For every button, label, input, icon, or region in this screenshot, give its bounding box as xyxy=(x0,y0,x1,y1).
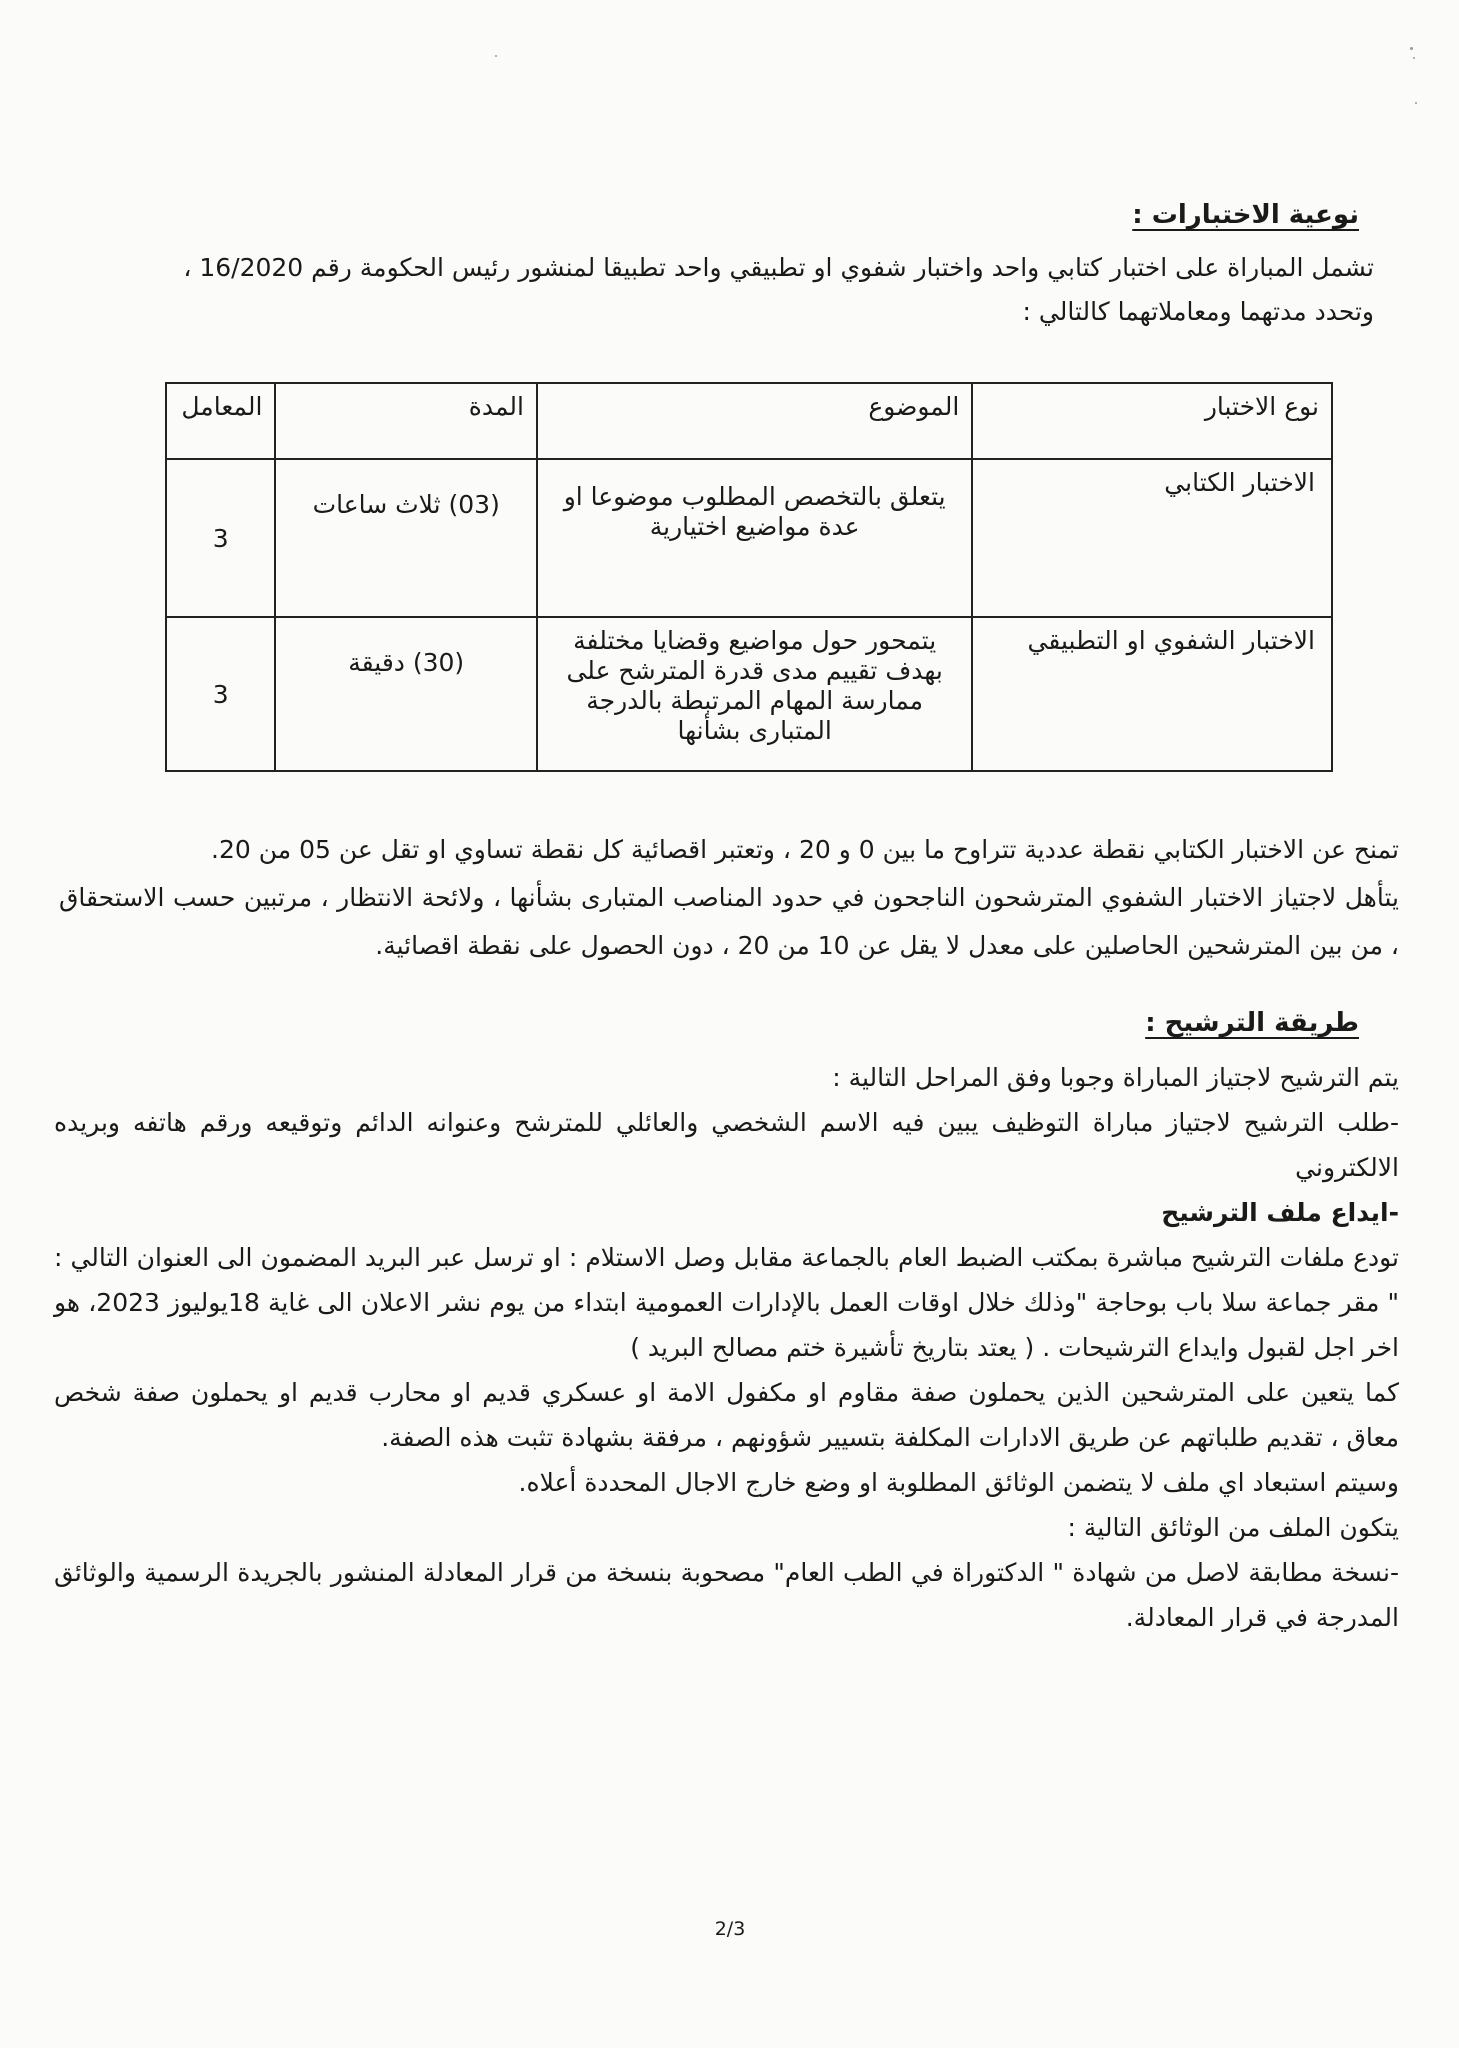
cell-coefficient: 3 xyxy=(166,617,275,771)
application-request: -طلب الترشيح لاجتياز مباراة التوظيف يبين فيه الاسم الشخصي والعائلي للمترشح وعنوانه الدائم وتوقيعه ورقم هاتفه وبريده الالكتروني xyxy=(54,1108,1399,1182)
exam-types-intro xyxy=(74,246,1374,334)
table-row xyxy=(166,617,1332,771)
exclusion-text: وسيتم استبعاد اي ملف لا يتضمن الوثائق المطلوبة او وضع خارج الاجال المحددة أعلاه. xyxy=(518,1468,1399,1497)
header-subject: الموضوع xyxy=(537,383,972,459)
header-coefficient: المعامل xyxy=(166,383,275,459)
header-duration: المدة xyxy=(275,383,537,459)
table-row xyxy=(166,459,1332,617)
exam-table xyxy=(165,382,1333,772)
application-intro: يتم الترشيح لاجتياز المباراة وجوبا وفق المراحل التالية : xyxy=(832,1063,1399,1092)
scan-speck xyxy=(495,55,497,57)
grading-line-2: يتأهل لاجتياز الاختبار الشفوي المترشحون الناجحون في حدود المناصب المتبارى بشأنها ، ولائحة الانتظار ، مرتبين حسب الاستحقاق ، من بين المترشحين الحاصلين على معدل لا يقل عن 10 من 20 ، دون الحصول على نقطة اقصائية. xyxy=(59,883,1399,960)
documents-intro: يتكون الملف من الوثائق التالية : xyxy=(1067,1513,1399,1542)
table-header-row xyxy=(166,383,1332,459)
cell-duration: (30) دقيقة xyxy=(275,617,537,771)
scan-speck xyxy=(1410,47,1413,50)
header-type: نوع الاختبار xyxy=(972,383,1332,459)
scan-speck xyxy=(1413,57,1415,59)
intro-line-1: تشمل المباراة على اختبار كتابي واحد واختبار شفوي او تطبيقي واحد تطبيقا لمنشور رئيس الحكومة رقم 16/2020 ، xyxy=(183,253,1374,282)
deposit-text: تودع ملفات الترشيح مباشرة بمكتب الضبط العام بالجماعة مقابل وصل الاستلام : او ترسل عبر البريد المضمون الى العنوان التالي : " مقر جماعة سلا باب بوحاجة "وذلك خلال اوقات العمل بالإدارات العمومية ابتداء من يوم نشر الاعلان الى غاية 18يوليوز 2023، هو اخر اجل لقبول وايداع الترشيحات . ( يعتد بتاريخ تأشيرة ختم مصالح البريد ) xyxy=(54,1243,1399,1362)
page-number: 2/3 xyxy=(714,1918,746,1940)
cell-coefficient: 3 xyxy=(166,459,275,617)
cell-subject: يتمحور حول مواضيع وقضايا مختلفة بهدف تقييم مدى قدرة المترشح على ممارسة المهام المرتبطة بالدرجة المتبارى بشأنها xyxy=(537,617,972,771)
application-method-body xyxy=(54,1055,1399,1640)
scan-speck xyxy=(1415,102,1417,104)
cell-type: الاختبار الشفوي او التطبيقي xyxy=(972,617,1332,771)
special-candidates-text: كما يتعين على المترشحين الذين يحملون صفة مقاوم او مكفول الامة او عسكري قديم او محارب قديم او يحملون صفة شخص معاق ، تقديم طلباتهم عن طريق الادارات المكلفة بتسيير شؤونهم ، مرفقة بشهادة تثبت هذه الصفة. xyxy=(54,1378,1399,1452)
intro-line-2: وتحدد مدتهما ومعاملاتهما كالتالي : xyxy=(1022,297,1374,326)
grading-rules xyxy=(59,826,1399,970)
cell-type: الاختبار الكتابي xyxy=(972,459,1332,617)
grading-line-1: تمنح عن الاختبار الكتابي نقطة عددية تتراوح ما بين 0 و 20 ، وتعتبر اقصائية كل نقطة تساوي او تقل عن 05 من 20. xyxy=(211,835,1399,864)
section-title-application-method: طريقة الترشيح : xyxy=(1145,1008,1359,1038)
cell-duration: (03) ثلاث ساعات xyxy=(275,459,537,617)
cell-subject: يتعلق بالتخصص المطلوب موضوعا او عدة مواضيع اختيارية xyxy=(537,459,972,617)
deposit-title: -ايداع ملف الترشيح xyxy=(1161,1198,1399,1227)
documents-item: -نسخة مطابقة لاصل من شهادة " الدكتوراة في الطب العام" مصحوبة بنسخة من قرار المعادلة المنشور بالجريدة الرسمية والوثائق المدرجة في قرار المعادلة. xyxy=(54,1558,1399,1632)
section-title-exam-types: نوعية الاختبارات : xyxy=(1132,200,1359,230)
